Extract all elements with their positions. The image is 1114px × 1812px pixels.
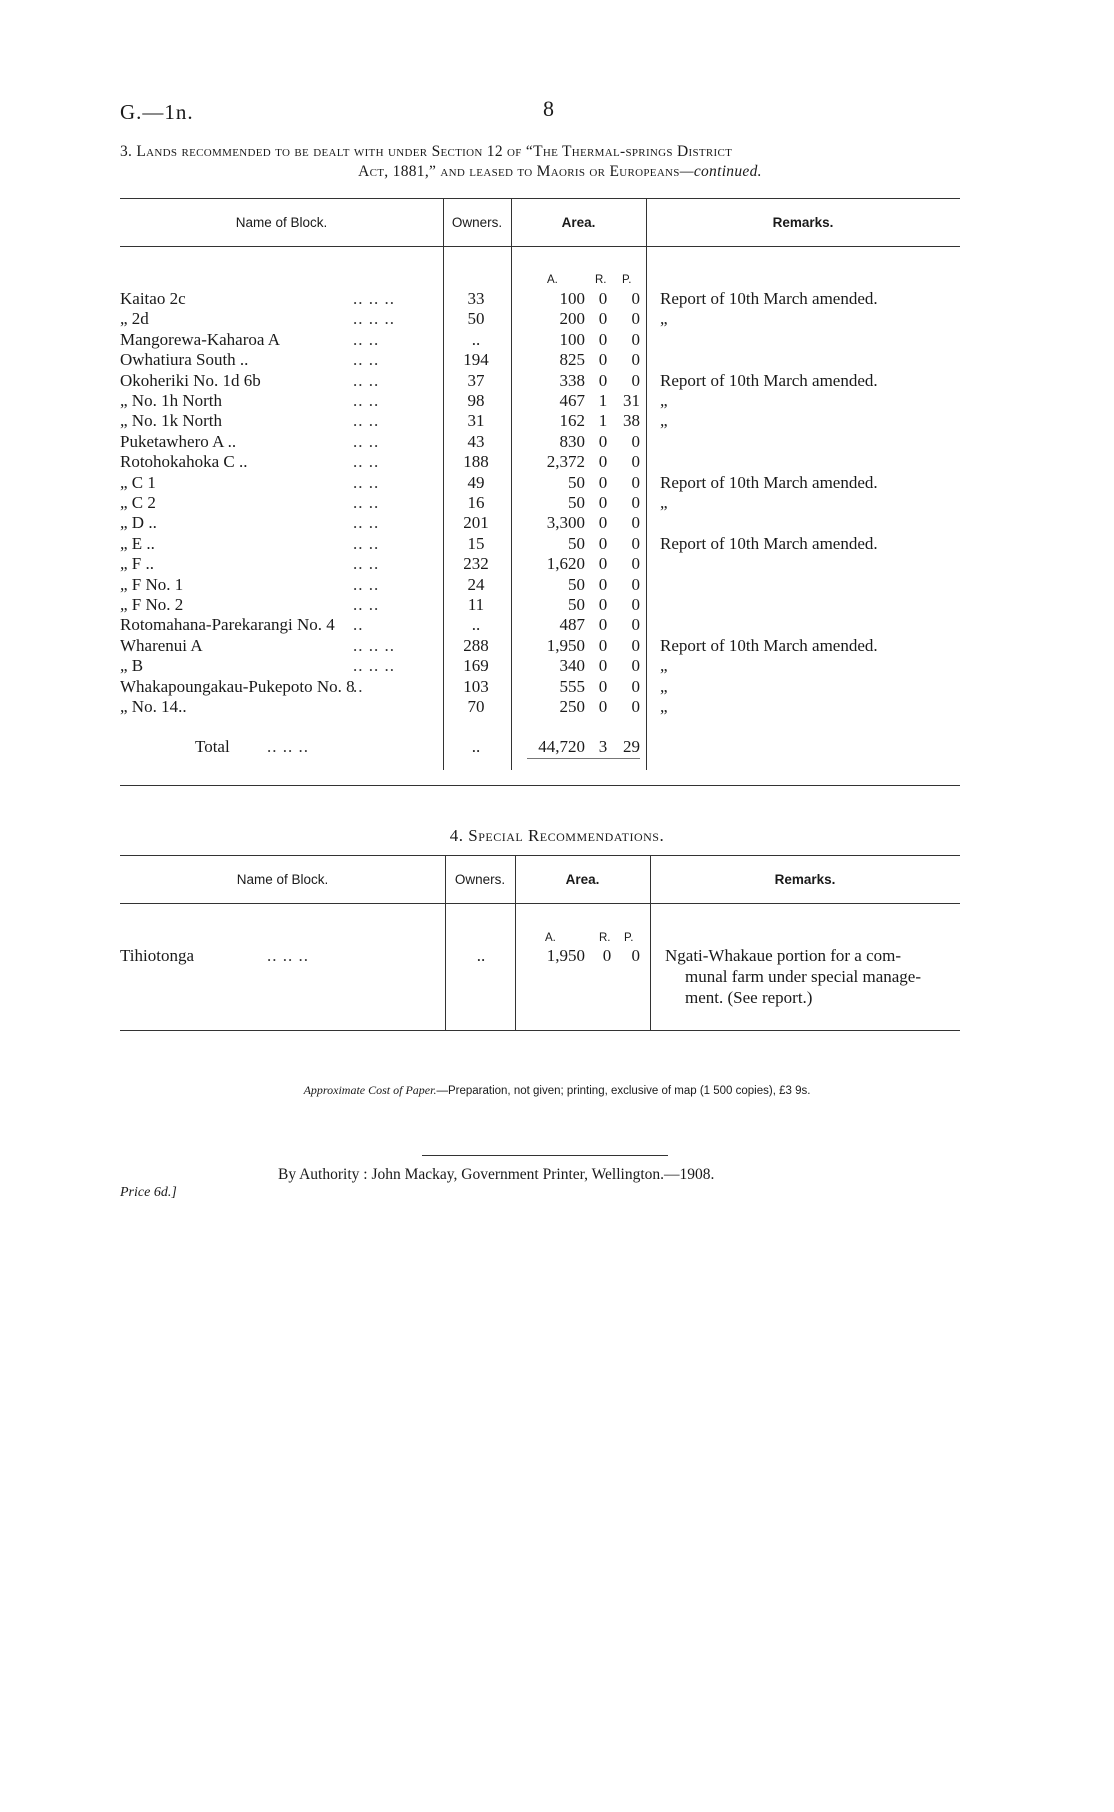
table3-row: [0, 493, 1114, 514]
table3-row: [0, 615, 1114, 636]
block-name: Okoheriki No. 1d 6b: [120, 370, 261, 390]
leader-dots: .. ..: [353, 513, 380, 533]
table3-row: [0, 636, 1114, 657]
block-name: Puketawhero A ..: [120, 431, 237, 451]
table3-col-name: Name of Block.: [235, 215, 328, 230]
section3-title-continued: —continued.: [679, 163, 762, 180]
cost-label: Approximate Cost of Paper.: [303, 1083, 437, 1097]
perches-value: 0: [631, 574, 640, 594]
acres-value: 50: [568, 574, 585, 594]
remarks-value: Report of 10th March amended.: [660, 472, 878, 492]
leader-dots: .. ..: [353, 533, 380, 553]
table4-row: [0, 946, 1114, 1007]
owners-value: 98: [467, 391, 485, 410]
table4-col-remarks: Remarks.: [774, 872, 836, 887]
acres-value: 487: [559, 615, 585, 635]
block-name: „ C 2: [120, 493, 156, 512]
table4-unit-roods: R.: [599, 932, 611, 944]
leader-dots: .. .. ..: [353, 309, 395, 329]
leader-dots: .. ..: [353, 493, 380, 512]
table3-row: [0, 595, 1114, 616]
total-acres: 44,720: [538, 737, 585, 756]
acres-value: 338: [559, 370, 585, 390]
block-name: Rotomahana-Parekarangi No. 4: [120, 615, 335, 635]
total-underline: [527, 758, 640, 759]
acres-value: 50: [568, 533, 585, 553]
perches-value: 0: [631, 946, 640, 965]
remarks-line-1: Ngati-Whakaue portion for a com-: [665, 946, 902, 965]
leader-dots: .. .. ..: [353, 656, 395, 676]
roods-value: 0: [598, 472, 608, 492]
owners-value: 24: [467, 574, 485, 594]
roods-value: 0: [598, 350, 608, 370]
block-name: „ E ..: [120, 533, 155, 553]
perches-value: 0: [631, 554, 640, 574]
block-name: Mangorewa-Kaharoa A: [120, 329, 281, 349]
table3-row: [0, 432, 1114, 453]
leader-dots: ..: [353, 615, 364, 635]
owners-value: 188: [463, 452, 489, 472]
table3-header-rule: [120, 246, 960, 247]
roods-value: 0: [598, 554, 608, 574]
roods-value: 0: [598, 615, 608, 635]
perches-value: 0: [631, 697, 640, 716]
remarks-line-3: ment. (See report.): [685, 988, 813, 1007]
acres-value: 250: [559, 697, 585, 716]
table3-top-rule: [120, 198, 960, 199]
perches-value: 0: [631, 289, 640, 308]
roods-value: 0: [598, 656, 608, 676]
leader-dots: .. ..: [353, 472, 380, 492]
leader-dots: .. ..: [353, 329, 380, 349]
acres-value: 1,950: [546, 946, 585, 965]
owners-value: 194: [463, 350, 489, 370]
remarks-value: „: [660, 697, 668, 716]
perches-value: 31: [623, 391, 640, 410]
perches-value: 0: [631, 615, 640, 635]
table3-row: [0, 677, 1114, 698]
roods-value: 0: [598, 574, 608, 594]
block-name: Wharenui A: [120, 635, 203, 655]
remarks-value: „: [660, 676, 668, 696]
table3-row: [0, 309, 1114, 330]
total-leader-dots: .. .. ..: [267, 737, 309, 756]
roods-value: 0: [598, 309, 608, 329]
leader-dots: .. .. ..: [353, 635, 395, 655]
table4-unit-acres: A.: [545, 932, 556, 944]
leader-dots: .. .. ..: [353, 289, 395, 308]
block-name: „ No. 1k North: [120, 411, 222, 431]
total-perches: 29: [623, 737, 640, 756]
block-name: Kaitao 2c: [120, 289, 186, 308]
table3-total-row: [0, 737, 1114, 758]
table4-unit-perches: P.: [624, 932, 634, 944]
acres-value: 50: [568, 472, 585, 492]
total-owners: ..: [471, 737, 481, 756]
acres-value: 100: [559, 329, 585, 349]
owners-value: ..: [471, 615, 481, 635]
owners-value: 11: [467, 595, 485, 614]
block-name: Owhatiura South ..: [120, 350, 249, 370]
table3-col-remarks: Remarks.: [772, 215, 834, 230]
table4-top-rule: [120, 855, 960, 856]
roods-value: 0: [598, 493, 608, 512]
remarks-value: „: [660, 411, 668, 431]
table3-unit-roods: R.: [595, 274, 607, 286]
acres-value: 555: [559, 676, 585, 696]
section4-title: 4. Special Recommendations.: [449, 826, 665, 845]
owners-value: 16: [467, 493, 485, 512]
table4-col-area: Area.: [565, 872, 600, 887]
owners-value: 49: [467, 472, 485, 492]
table3-row: [0, 391, 1114, 412]
remarks-value: Report of 10th March amended.: [660, 635, 878, 655]
owners-value: 232: [463, 554, 489, 574]
acres-value: 2,372: [546, 452, 585, 472]
owners-value: 201: [463, 513, 489, 533]
section3-title-line1: 3. Lands recommended to be dealt with under Section 12 of “The Thermal-springs District: [120, 143, 733, 160]
owners-value: 70: [467, 697, 485, 716]
section3-title-line2-main: Act, 1881,” and leased to Maoris or Europeans: [358, 163, 680, 180]
perches-value: 0: [631, 431, 640, 451]
perches-value: 0: [631, 370, 640, 390]
acres-value: 100: [559, 289, 585, 308]
table3-row: [0, 411, 1114, 432]
roods-value: 0: [598, 370, 608, 390]
perches-value: 0: [631, 350, 640, 370]
document-reference: G.—1n.: [120, 100, 194, 124]
perches-value: 0: [631, 472, 640, 492]
leader-dots: .. ..: [353, 595, 380, 614]
table3-bottom-rule: [120, 785, 960, 786]
table3-row: [0, 350, 1114, 371]
printer-authority: By Authority : John Mackay, Government Printer, Wellington.—1908.: [278, 1166, 715, 1183]
perches-value: 0: [631, 513, 640, 533]
leader-dots: .. ..: [353, 431, 380, 451]
remarks-value: „: [660, 656, 668, 676]
roods-value: 0: [598, 676, 608, 696]
table3-col-area: Area.: [561, 215, 596, 230]
perches-value: 38: [623, 411, 640, 431]
block-name: Whakapoungakau-Pukepoto No. 8: [120, 676, 355, 696]
owners-value: 103: [463, 676, 489, 696]
block-name: „ C 1: [120, 472, 156, 492]
acres-value: 830: [559, 431, 585, 451]
leader-dots: .. ..: [353, 411, 380, 431]
table3-row: [0, 371, 1114, 392]
leader-dots: .. ..: [353, 574, 380, 594]
price: Price 6d.]: [120, 1185, 177, 1200]
owners-value: 43: [467, 431, 485, 451]
roods-value: 0: [598, 289, 608, 308]
remarks-value: „: [660, 493, 668, 512]
page-number: 8: [543, 96, 554, 121]
perches-value: 0: [631, 452, 640, 472]
table4-col-name: Name of Block.: [236, 872, 329, 887]
acres-value: 162: [559, 411, 585, 431]
table3-row: [0, 575, 1114, 596]
remarks-value: Report of 10th March amended.: [660, 289, 878, 308]
authority-rule: [422, 1155, 668, 1156]
table3-row: [0, 697, 1114, 718]
cost-of-paper-note: [0, 1083, 1114, 1098]
section3-title-line2: [120, 162, 1000, 182]
perches-value: 0: [631, 676, 640, 696]
block-name: Tihiotonga: [120, 946, 195, 965]
perches-value: 0: [631, 533, 640, 553]
total-roods: 3: [598, 737, 608, 756]
owners-value: 169: [463, 656, 489, 676]
perches-value: 0: [631, 656, 640, 676]
table3-row: [0, 330, 1114, 351]
roods-value: 0: [598, 431, 608, 451]
owners-value: 33: [467, 289, 485, 308]
block-name: Rotohokahoka C ..: [120, 452, 248, 472]
table4-header-rule: [120, 903, 960, 904]
owners-value: 288: [463, 635, 489, 655]
remarks-value: Report of 10th March amended.: [660, 370, 878, 390]
perches-value: 0: [631, 595, 640, 614]
roods-value: 0: [598, 513, 608, 533]
block-name: „ F ..: [120, 554, 154, 574]
table4-col-owners: Owners.: [454, 872, 506, 887]
table4-bottom-rule: [120, 1030, 960, 1031]
roods-value: 0: [598, 329, 608, 349]
owners-value: 15: [467, 533, 485, 553]
perches-value: 0: [631, 329, 640, 349]
owners-value: ..: [471, 329, 481, 349]
table3-col-owners: Owners.: [451, 215, 503, 230]
acres-value: 1,620: [546, 554, 585, 574]
owners-value: 31: [467, 411, 485, 431]
acres-value: 50: [568, 595, 585, 614]
roods-value: 0: [598, 595, 608, 614]
table3-unit-perches: P.: [622, 274, 632, 286]
leader-dots: .. ..: [353, 391, 380, 410]
leader-dots: .. ..: [353, 452, 380, 472]
table3-unit-acres: A.: [547, 274, 558, 286]
acres-value: 3,300: [546, 513, 585, 533]
leader-dots: .. ..: [353, 554, 380, 574]
remarks-value: Report of 10th March amended.: [660, 533, 878, 553]
remarks-value: „: [660, 391, 668, 410]
acres-value: 340: [559, 656, 585, 676]
block-name: „ No. 1h North: [120, 391, 222, 410]
acres-value: 50: [568, 493, 585, 512]
total-label: Total: [195, 737, 230, 756]
table3-row: [0, 534, 1114, 555]
acres-value: 1,950: [546, 635, 585, 655]
leader-dots: ..: [353, 676, 364, 696]
acres-value: 825: [559, 350, 585, 370]
perches-value: 0: [631, 635, 640, 655]
roods-value: 0: [598, 635, 608, 655]
roods-value: 0: [598, 533, 608, 553]
table3-row: [0, 289, 1114, 310]
block-name: „ F No. 1: [120, 574, 184, 594]
roods-value: 0: [602, 946, 612, 965]
block-name: „ F No. 2: [120, 595, 184, 614]
leader-dots: .. .. ..: [267, 946, 309, 965]
table3-row: [0, 656, 1114, 677]
roods-value: 0: [598, 697, 608, 716]
remarks-value: „: [660, 309, 668, 329]
block-name: „ 2d: [120, 309, 149, 329]
cost-text: —Preparation, not given; printing, exclusive of map (1 500 copies), £3 9s.: [436, 1085, 811, 1097]
perches-value: 0: [631, 309, 640, 329]
acres-value: 467: [559, 391, 585, 410]
owners-value: 37: [467, 370, 485, 390]
roods-value: 1: [598, 411, 608, 431]
perches-value: 0: [631, 493, 640, 512]
table3-row: [0, 554, 1114, 575]
remarks-line-2: munal farm under special manage-: [685, 967, 922, 986]
table3-row: [0, 513, 1114, 534]
section3-title: [120, 142, 1000, 182]
owners-value: ..: [476, 946, 486, 965]
table3-row: [0, 473, 1114, 494]
block-name: „ D ..: [120, 513, 157, 533]
leader-dots: .. ..: [353, 350, 380, 370]
block-name: „ No. 14..: [120, 697, 187, 716]
leader-dots: .. ..: [353, 370, 380, 390]
roods-value: 1: [598, 391, 608, 410]
acres-value: 200: [559, 309, 585, 329]
owners-value: 50: [467, 309, 485, 329]
table3-row: [0, 452, 1114, 473]
block-name: „ B: [120, 656, 144, 676]
roods-value: 0: [598, 452, 608, 472]
